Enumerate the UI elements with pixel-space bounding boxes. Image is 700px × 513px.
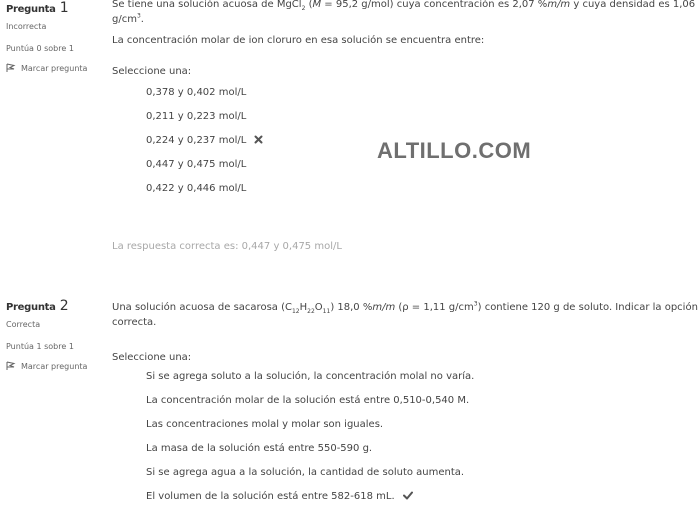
q2-t-sub2: 22: [307, 308, 315, 315]
q2-num: 2: [59, 298, 69, 314]
q1-t-m: M: [312, 0, 322, 10]
q1-t-c: = 95,2 g/mol) cuya concentración es 2,07 %: [321, 0, 548, 10]
q2-t-a: Una solución acuosa de sacarosa (C: [112, 302, 292, 313]
q2-flag-button[interactable]: [6, 361, 106, 371]
q1-content: [112, 0, 698, 254]
q1-option-1[interactable]: 0,378 y 0,402 mol/L: [146, 87, 247, 98]
q2-t-mm: m/m: [372, 302, 396, 313]
q1-option-2[interactable]: 0,211 y 0,223 mol/L: [146, 111, 247, 122]
q1-t-e: .: [140, 14, 144, 25]
q2-option-5[interactable]: Si se agrega agua a la solución, la cantidad de soluto aumenta.: [146, 467, 465, 478]
q2-option-6[interactable]: [146, 489, 698, 513]
q1-prompt: La concentración molar de ion cloruro en esa solución se encuentra entre:: [112, 35, 485, 46]
correct-check-icon: [403, 491, 413, 500]
q2-label: Pregunta: [6, 302, 56, 313]
q1-flag-button[interactable]: [6, 63, 106, 73]
q2-option-4[interactable]: La masa de la solución está entre 550-590 g.: [146, 443, 373, 454]
q2-answers: [146, 369, 698, 513]
q2-option-2[interactable]: La concentración molar de la solución está entre 0,510-0,540 M.: [146, 395, 470, 406]
q1-text: [112, 0, 698, 27]
q2-select-label: Seleccione una:: [112, 352, 192, 363]
flag-icon: [6, 63, 16, 73]
q2-t-sub3: 11: [322, 308, 331, 315]
q1-option-3-label: 0,224 y 0,237 mol/L: [146, 135, 247, 146]
q2-t-d: ) contiene 120 g de soluto. Indicar la opción correcta.: [112, 302, 698, 328]
q1-option-5[interactable]: 0,422 y 0,446 mol/L: [146, 183, 247, 194]
watermark: ALTILLO.COM: [377, 138, 532, 163]
q1-num: 1: [59, 0, 69, 16]
q2-option-6-label: El volumen de la solución está entre 582-618 mL.: [146, 491, 395, 502]
q2-t-sup: 3: [473, 300, 478, 308]
q1-grade: Puntúa 0 sobre 1: [6, 44, 74, 53]
q2-grade: Puntúa 1 sobre 1: [6, 342, 74, 351]
q1-select-label: Seleccione una:: [112, 66, 192, 77]
q1-right-answer: La respuesta correcta es: 0,447 y 0,475 mol/L: [112, 241, 342, 252]
q2-text: [112, 300, 698, 330]
q1-number: [6, 0, 106, 16]
q1-t-a: Se tiene una solución acuosa de MgCl: [112, 0, 302, 10]
incorrect-x-icon: [254, 135, 263, 144]
q2-option-1[interactable]: Si se agrega soluto a la solución, la concentración molal no varía.: [146, 371, 475, 382]
q2-t-b: ) 18,0 %: [330, 302, 373, 313]
q2-t-h: H: [299, 302, 308, 313]
flag-icon: [6, 361, 16, 371]
q1-t-mm: m/m: [547, 0, 571, 10]
q1-t-d: y cuya densidad es 1,06 g/cm: [112, 0, 696, 25]
q2-number: [6, 298, 106, 314]
q2-t-sub1: 12: [291, 308, 300, 315]
q2-info: [6, 298, 106, 371]
q2-option-3[interactable]: Las concentraciones molal y molar son iguales.: [146, 419, 384, 430]
q1-flag-label: Marcar pregunta: [21, 63, 88, 73]
q1-t-b: (: [305, 0, 313, 10]
q2-flag-label: Marcar pregunta: [21, 361, 88, 371]
q1-option-4[interactable]: 0,447 y 0,475 mol/L: [146, 159, 247, 170]
q2-t-o: O: [314, 302, 323, 313]
q2-t-c: (ρ = 1,11 g/cm: [395, 302, 474, 313]
q2-content: [112, 300, 698, 513]
q1-info: [6, 0, 106, 73]
q2-state: Correcta: [6, 320, 41, 329]
q1-t-sub: 2: [301, 5, 306, 12]
q1-t-sup: 3: [136, 12, 141, 20]
q1-label: Pregunta: [6, 4, 56, 15]
q1-state: Incorrecta: [6, 22, 47, 31]
